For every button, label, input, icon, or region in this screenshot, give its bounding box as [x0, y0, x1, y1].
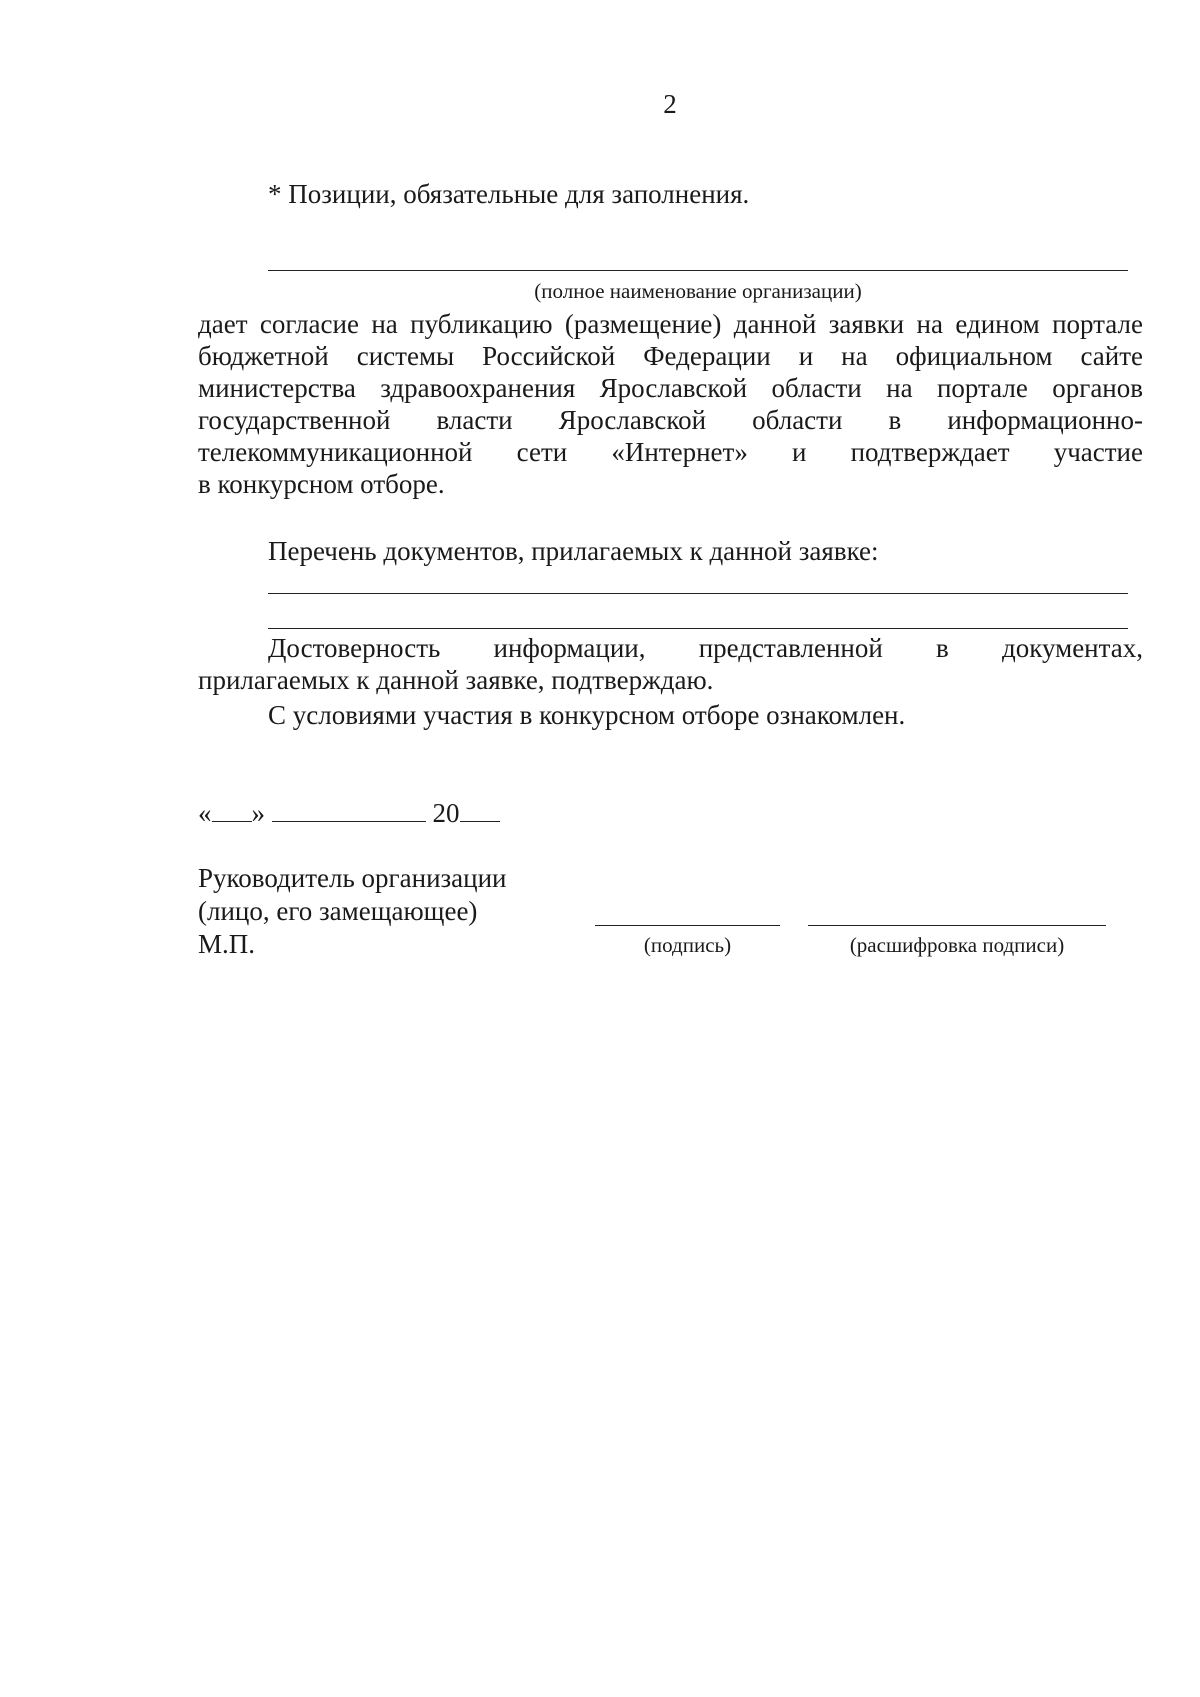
reliability-line: Достоверность информации, представленной в документах,: [268, 633, 1143, 663]
documents-list-field-1[interactable]: [268, 593, 1128, 594]
seal-placeholder: М.П.: [198, 929, 256, 959]
reliability-paragraph: [198, 632, 1143, 696]
organization-name-field[interactable]: [268, 270, 1128, 271]
consent-line: телекоммуникационной сети «Интернет» и подтверждает участие: [198, 437, 1143, 467]
organization-name-caption: (полное наименование организации): [534, 279, 862, 303]
consent-line: министерства здравоохранения Ярославской области на портале органов: [198, 373, 1143, 403]
reliability-line: прилагаемых к данной заявке, подтверждаю.: [198, 665, 714, 695]
conditions-statement: С условиями участия в конкурсном отборе ознакомлен.: [268, 700, 906, 730]
date-line: [198, 797, 500, 829]
consent-line: бюджетной системы Российской Федерации и на официальном сайте: [198, 341, 1143, 371]
consent-paragraph: [198, 308, 1143, 500]
date-close-quote: »: [251, 798, 265, 828]
day-field[interactable]: [212, 797, 252, 822]
page-number: 2: [663, 89, 677, 119]
date-open-quote: «: [198, 798, 212, 828]
signatory-block: [198, 862, 507, 961]
signatory-title-line1: Руководитель организации: [198, 863, 507, 893]
consent-line: дает согласие на публикацию (размещение) данной заявки на едином портале: [198, 309, 1143, 339]
year-prefix: 20: [432, 798, 460, 828]
documents-list-heading: Перечень документов, прилагаемых к данной заявке:: [268, 536, 879, 566]
consent-line: в конкурсном отборе.: [198, 469, 445, 499]
year-field[interactable]: [460, 797, 500, 822]
signatory-title-line2: (лицо, его замещающее): [198, 896, 478, 926]
signature-decryption-field[interactable]: [808, 925, 1106, 926]
signature-decryption-caption: (расшифровка подписи): [849, 933, 1065, 957]
signature-caption: (подпись): [643, 933, 732, 957]
month-field[interactable]: [272, 797, 426, 822]
documents-list-field-2[interactable]: [268, 628, 1128, 629]
consent-line: государственной власти Ярославской области в информационно-: [198, 405, 1143, 435]
required-fields-footnote: * Позиции, обязательные для заполнения.: [268, 179, 750, 209]
signature-field[interactable]: [595, 925, 780, 926]
